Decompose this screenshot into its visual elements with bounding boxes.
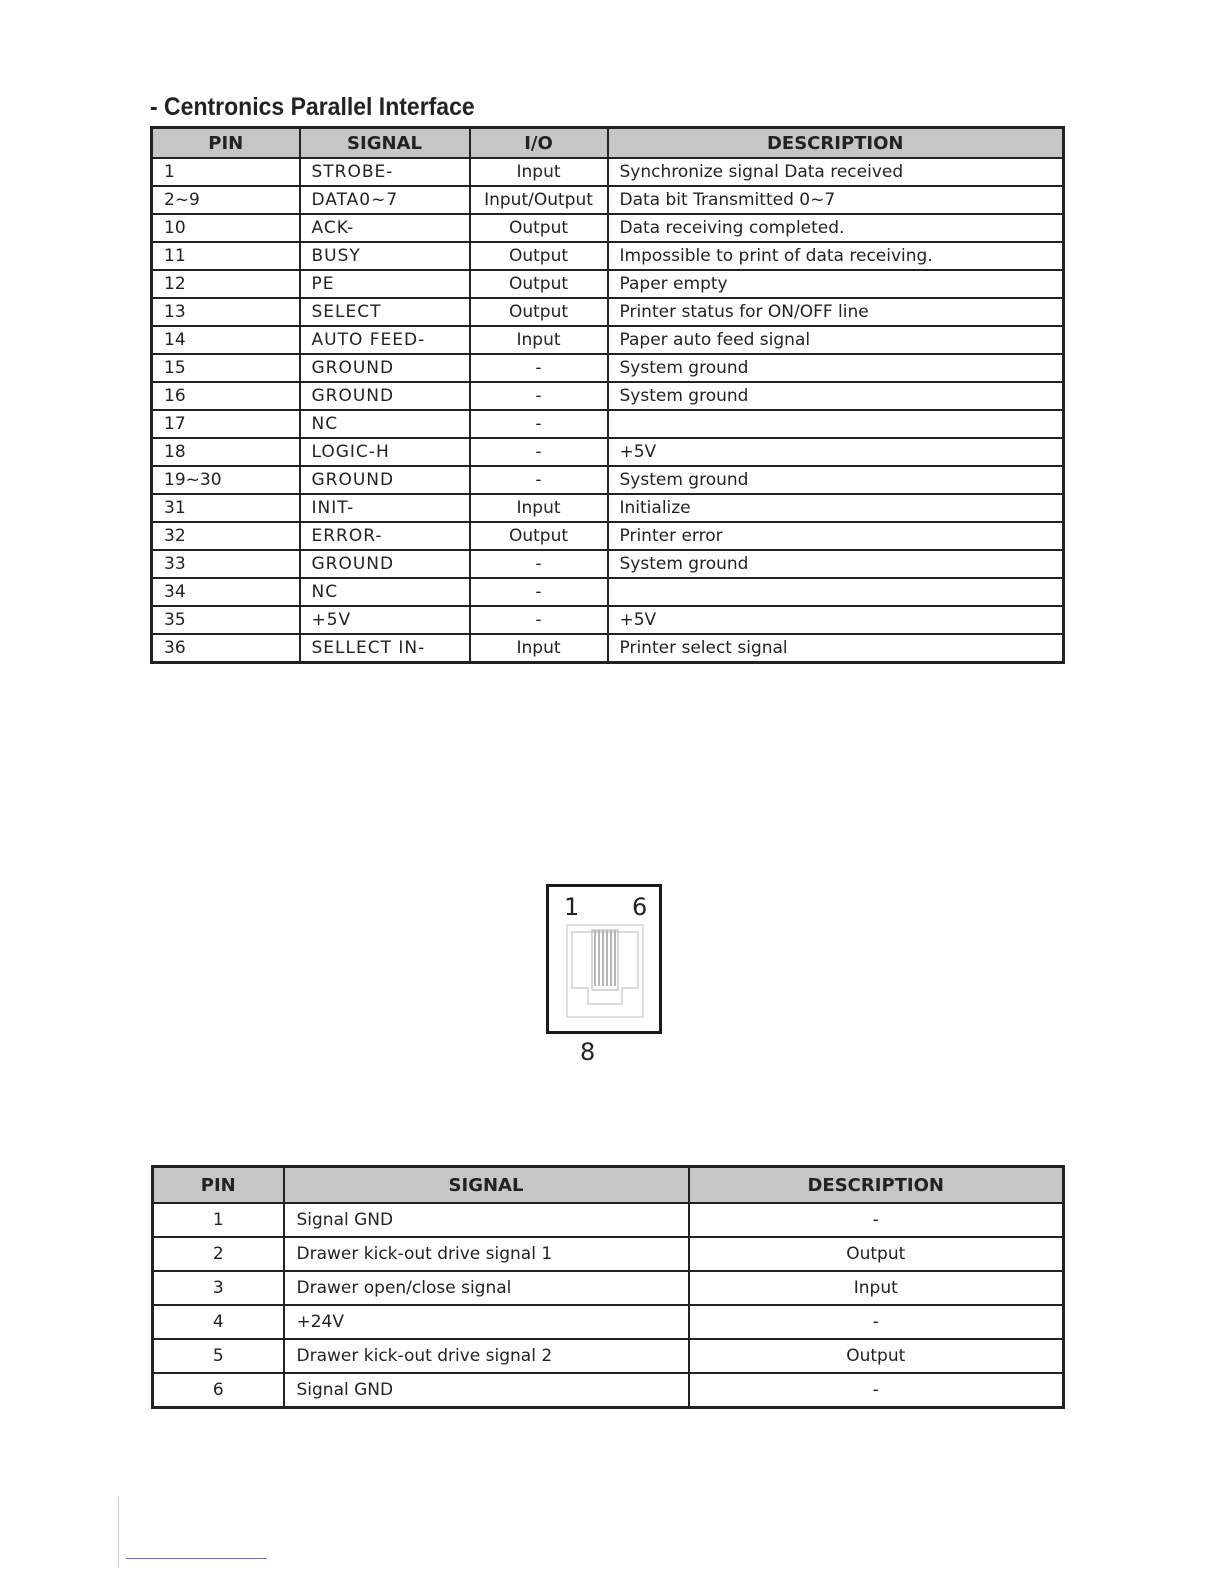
pin-cell: 36 bbox=[152, 634, 300, 663]
signal-cell: Signal GND bbox=[284, 1203, 689, 1237]
signal-cell: GROUND bbox=[300, 550, 470, 578]
pin-cell: 35 bbox=[152, 606, 300, 634]
io-cell: Input bbox=[470, 158, 608, 186]
table-row bbox=[152, 186, 1064, 214]
table-row bbox=[152, 550, 1064, 578]
description-cell: Printer error bbox=[608, 522, 1064, 550]
io-cell: Input bbox=[470, 494, 608, 522]
table-header-row bbox=[153, 1167, 1064, 1204]
connector-pin-1-label: 1 bbox=[564, 893, 580, 921]
signal-cell: ACK- bbox=[300, 214, 470, 242]
signal-cell: NC bbox=[300, 410, 470, 438]
pin-cell: 12 bbox=[152, 270, 300, 298]
io-cell: Input bbox=[470, 326, 608, 354]
signal-cell: SELECT bbox=[300, 298, 470, 326]
signal-cell: AUTO FEED- bbox=[300, 326, 470, 354]
description-cell: - bbox=[689, 1305, 1064, 1339]
pin-cell: 13 bbox=[152, 298, 300, 326]
signal-cell: NC bbox=[300, 578, 470, 606]
table-row bbox=[152, 242, 1064, 270]
modular-jack-icon bbox=[566, 924, 646, 1020]
table-header-row bbox=[152, 128, 1064, 159]
table-row bbox=[152, 466, 1064, 494]
pin-cell: 16 bbox=[152, 382, 300, 410]
description-cell: - bbox=[689, 1373, 1064, 1408]
column-header-signal: SIGNAL bbox=[284, 1167, 689, 1204]
description-cell: Printer status for ON/OFF line bbox=[608, 298, 1064, 326]
io-cell: Output bbox=[470, 270, 608, 298]
pin-cell: 11 bbox=[152, 242, 300, 270]
description-cell: Initialize bbox=[608, 494, 1064, 522]
io-cell: Output bbox=[470, 214, 608, 242]
table-row bbox=[153, 1305, 1064, 1339]
centronics-pin-table bbox=[150, 126, 1065, 664]
signal-cell: GROUND bbox=[300, 382, 470, 410]
pin-cell: 5 bbox=[153, 1339, 284, 1373]
pin-cell: 3 bbox=[153, 1271, 284, 1305]
table-row bbox=[153, 1237, 1064, 1271]
description-cell: +5V bbox=[608, 438, 1064, 466]
io-cell: - bbox=[470, 382, 608, 410]
description-cell: System ground bbox=[608, 354, 1064, 382]
io-cell: - bbox=[470, 550, 608, 578]
signal-cell: GROUND bbox=[300, 354, 470, 382]
io-cell: Output bbox=[470, 298, 608, 326]
signal-cell: +5V bbox=[300, 606, 470, 634]
table-row bbox=[152, 578, 1064, 606]
column-header-signal: SIGNAL bbox=[300, 128, 470, 159]
table-row bbox=[152, 354, 1064, 382]
table-row bbox=[152, 298, 1064, 326]
io-cell: Input bbox=[470, 634, 608, 663]
signal-cell: GROUND bbox=[300, 466, 470, 494]
signal-cell: Drawer open/close signal bbox=[284, 1271, 689, 1305]
signal-cell: DATA0~7 bbox=[300, 186, 470, 214]
pin-cell: 17 bbox=[152, 410, 300, 438]
description-cell bbox=[608, 578, 1064, 606]
table-row bbox=[153, 1339, 1064, 1373]
signal-cell: Drawer kick-out drive signal 1 bbox=[284, 1237, 689, 1271]
io-cell: - bbox=[470, 606, 608, 634]
column-header-description: DESCRIPTION bbox=[608, 128, 1064, 159]
description-cell: System ground bbox=[608, 466, 1064, 494]
description-cell: Data bit Transmitted 0~7 bbox=[608, 186, 1064, 214]
pin-cell: 1 bbox=[152, 158, 300, 186]
table-row bbox=[152, 438, 1064, 466]
description-cell: Synchronize signal Data received bbox=[608, 158, 1064, 186]
signal-cell: BUSY bbox=[300, 242, 470, 270]
io-cell: Output bbox=[470, 522, 608, 550]
description-cell: Paper auto feed signal bbox=[608, 326, 1064, 354]
pin-cell: 14 bbox=[152, 326, 300, 354]
signal-cell: INIT- bbox=[300, 494, 470, 522]
io-cell: - bbox=[470, 354, 608, 382]
description-cell bbox=[608, 410, 1064, 438]
margin-rule-vertical bbox=[118, 1497, 119, 1567]
description-cell: System ground bbox=[608, 382, 1064, 410]
description-cell: Printer select signal bbox=[608, 634, 1064, 663]
signal-cell: Signal GND bbox=[284, 1373, 689, 1408]
column-header-pin: PIN bbox=[153, 1167, 284, 1204]
column-header-description: DESCRIPTION bbox=[689, 1167, 1064, 1204]
description-cell: System ground bbox=[608, 550, 1064, 578]
pin-cell: 19~30 bbox=[152, 466, 300, 494]
pin-cell: 1 bbox=[153, 1203, 284, 1237]
table-row bbox=[153, 1271, 1064, 1305]
description-cell: - bbox=[689, 1203, 1064, 1237]
description-cell: Paper empty bbox=[608, 270, 1064, 298]
io-cell: - bbox=[470, 438, 608, 466]
pin-cell: 15 bbox=[152, 354, 300, 382]
signal-cell: STROBE- bbox=[300, 158, 470, 186]
description-cell: Impossible to print of data receiving. bbox=[608, 242, 1064, 270]
pin-cell: 10 bbox=[152, 214, 300, 242]
table-row bbox=[153, 1203, 1064, 1237]
pin-cell: 32 bbox=[152, 522, 300, 550]
signal-cell: ERROR- bbox=[300, 522, 470, 550]
connector-pin-6-label: 6 bbox=[632, 893, 648, 921]
table-row bbox=[152, 606, 1064, 634]
io-cell: Input/Output bbox=[470, 186, 608, 214]
table-row bbox=[152, 270, 1064, 298]
description-cell: Data receiving completed. bbox=[608, 214, 1064, 242]
table-row bbox=[152, 382, 1064, 410]
io-cell: - bbox=[470, 578, 608, 606]
margin-rule-horizontal bbox=[126, 1558, 267, 1559]
signal-cell: +24V bbox=[284, 1305, 689, 1339]
table-row bbox=[152, 158, 1064, 186]
pin-cell: 18 bbox=[152, 438, 300, 466]
signal-cell: LOGIC-H bbox=[300, 438, 470, 466]
section-title: - Centronics Parallel Interface bbox=[150, 93, 475, 121]
pin-cell: 4 bbox=[153, 1305, 284, 1339]
column-header-pin: PIN bbox=[152, 128, 300, 159]
table-row bbox=[152, 326, 1064, 354]
table-row bbox=[152, 494, 1064, 522]
io-cell: Output bbox=[470, 242, 608, 270]
table-row bbox=[152, 410, 1064, 438]
pin-cell: 2 bbox=[153, 1237, 284, 1271]
description-cell: Input bbox=[689, 1271, 1064, 1305]
column-header-io: I/O bbox=[470, 128, 608, 159]
drawer-pin-table bbox=[151, 1165, 1065, 1409]
table-row bbox=[153, 1373, 1064, 1408]
pin-cell: 31 bbox=[152, 494, 300, 522]
description-cell: Output bbox=[689, 1237, 1064, 1271]
signal-cell: SELLECT IN- bbox=[300, 634, 470, 663]
pin-cell: 34 bbox=[152, 578, 300, 606]
signal-cell: PE bbox=[300, 270, 470, 298]
pin-cell: 6 bbox=[153, 1373, 284, 1408]
table-row bbox=[152, 634, 1064, 663]
description-cell: +5V bbox=[608, 606, 1064, 634]
description-cell: Output bbox=[689, 1339, 1064, 1373]
table-row bbox=[152, 214, 1064, 242]
io-cell: - bbox=[470, 466, 608, 494]
io-cell: - bbox=[470, 410, 608, 438]
table-row bbox=[152, 522, 1064, 550]
connector-pin-8-label: 8 bbox=[580, 1038, 596, 1066]
pin-cell: 2~9 bbox=[152, 186, 300, 214]
pin-cell: 33 bbox=[152, 550, 300, 578]
signal-cell: Drawer kick-out drive signal 2 bbox=[284, 1339, 689, 1373]
